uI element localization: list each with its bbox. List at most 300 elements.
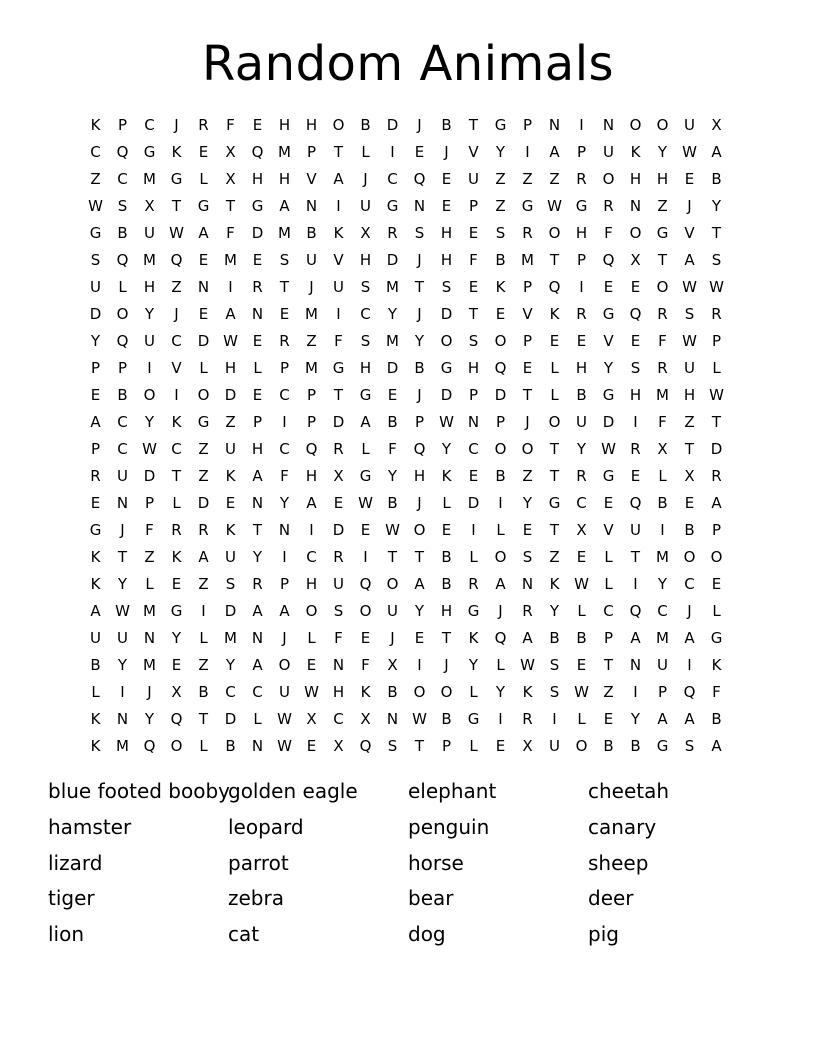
grid-letter[interactable]: K bbox=[360, 683, 371, 701]
grid-letter[interactable]: T bbox=[333, 386, 344, 404]
grid-letter[interactable]: E bbox=[495, 305, 506, 323]
grid-letter[interactable]: U bbox=[576, 413, 587, 431]
grid-letter[interactable]: H bbox=[224, 359, 237, 377]
grid-letter[interactable]: L bbox=[550, 386, 559, 404]
grid-letter[interactable]: C bbox=[144, 116, 155, 134]
grid-letter[interactable]: R bbox=[711, 467, 722, 485]
grid-letter[interactable]: F bbox=[334, 629, 343, 647]
grid-letter[interactable]: C bbox=[576, 494, 587, 512]
grid-letter[interactable]: E bbox=[333, 494, 344, 512]
grid-letter[interactable]: T bbox=[252, 521, 263, 539]
grid-letter[interactable]: K bbox=[90, 548, 101, 566]
grid-letter[interactable]: K bbox=[495, 278, 506, 296]
grid-letter[interactable]: E bbox=[387, 386, 398, 404]
grid-letter[interactable]: C bbox=[252, 683, 263, 701]
grid-letter[interactable]: G bbox=[170, 170, 183, 188]
grid-letter[interactable]: W bbox=[682, 278, 697, 296]
grid-letter[interactable]: E bbox=[90, 386, 101, 404]
grid-letter[interactable]: H bbox=[440, 251, 453, 269]
grid-letter[interactable]: T bbox=[630, 548, 641, 566]
grid-letter[interactable]: O bbox=[629, 116, 642, 134]
grid-letter[interactable]: X bbox=[144, 197, 155, 215]
grid-letter[interactable]: N bbox=[116, 494, 129, 512]
grid-letter[interactable]: M bbox=[143, 170, 156, 188]
grid-letter[interactable]: Q bbox=[116, 143, 129, 161]
grid-letter[interactable]: F bbox=[361, 656, 370, 674]
grid-letter[interactable]: O bbox=[305, 602, 318, 620]
grid-letter[interactable]: Q bbox=[413, 440, 426, 458]
grid-letter[interactable]: Z bbox=[171, 278, 182, 296]
grid-letter[interactable]: M bbox=[116, 737, 129, 755]
grid-letter[interactable]: P bbox=[522, 116, 533, 134]
grid-letter[interactable]: Q bbox=[413, 170, 426, 188]
grid-letter[interactable]: Q bbox=[170, 251, 183, 269]
grid-letter[interactable]: E bbox=[306, 737, 317, 755]
grid-letter[interactable]: X bbox=[360, 710, 371, 728]
grid-letter[interactable]: B bbox=[225, 737, 236, 755]
grid-letter[interactable]: A bbox=[549, 143, 560, 161]
grid-letter[interactable]: P bbox=[90, 440, 101, 458]
grid-letter[interactable]: M bbox=[305, 305, 318, 323]
grid-letter[interactable]: Z bbox=[522, 170, 533, 188]
grid-letter[interactable]: I bbox=[336, 305, 341, 323]
grid-letter[interactable]: R bbox=[576, 170, 587, 188]
grid-letter[interactable]: D bbox=[386, 116, 399, 134]
grid-letter[interactable]: I bbox=[579, 278, 584, 296]
grid-letter[interactable]: S bbox=[360, 332, 371, 350]
grid-letter[interactable]: J bbox=[390, 629, 395, 647]
grid-letter[interactable]: V bbox=[306, 170, 317, 188]
grid-letter[interactable]: S bbox=[630, 359, 641, 377]
grid-letter[interactable]: U bbox=[387, 602, 398, 620]
grid-letter[interactable]: A bbox=[711, 494, 722, 512]
grid-letter[interactable]: I bbox=[417, 656, 422, 674]
grid-letter[interactable]: C bbox=[657, 602, 668, 620]
grid-letter[interactable]: X bbox=[630, 251, 641, 269]
grid-letter[interactable]: X bbox=[333, 737, 344, 755]
grid-letter[interactable]: A bbox=[684, 629, 695, 647]
grid-letter[interactable]: I bbox=[660, 521, 665, 539]
grid-letter[interactable]: M bbox=[143, 656, 156, 674]
grid-letter[interactable]: D bbox=[197, 332, 210, 350]
grid-letter[interactable]: L bbox=[199, 737, 208, 755]
grid-letter[interactable]: B bbox=[117, 386, 128, 404]
grid-letter[interactable]: M bbox=[656, 386, 669, 404]
grid-letter[interactable]: S bbox=[495, 224, 506, 242]
grid-letter[interactable]: H bbox=[467, 359, 480, 377]
grid-letter[interactable]: W bbox=[277, 710, 292, 728]
grid-letter[interactable]: W bbox=[277, 737, 292, 755]
grid-letter[interactable]: N bbox=[143, 629, 156, 647]
grid-letter[interactable]: R bbox=[630, 440, 641, 458]
grid-letter[interactable]: S bbox=[387, 737, 398, 755]
grid-letter[interactable]: I bbox=[471, 521, 476, 539]
grid-letter[interactable]: G bbox=[359, 467, 372, 485]
grid-letter[interactable]: O bbox=[359, 602, 372, 620]
grid-letter[interactable]: T bbox=[225, 197, 236, 215]
grid-letter[interactable]: A bbox=[198, 224, 209, 242]
grid-letter[interactable]: F bbox=[658, 332, 667, 350]
grid-letter[interactable]: Q bbox=[143, 737, 156, 755]
grid-letter[interactable]: W bbox=[601, 440, 616, 458]
grid-letter[interactable]: W bbox=[169, 224, 184, 242]
grid-letter[interactable]: W bbox=[412, 710, 427, 728]
grid-letter[interactable]: C bbox=[333, 710, 344, 728]
grid-letter[interactable]: X bbox=[360, 224, 371, 242]
grid-letter[interactable]: T bbox=[549, 467, 560, 485]
grid-letter[interactable]: G bbox=[197, 197, 210, 215]
grid-letter[interactable]: K bbox=[333, 224, 344, 242]
grid-letter[interactable]: Q bbox=[548, 278, 561, 296]
grid-letter[interactable]: Y bbox=[711, 197, 722, 215]
grid-letter[interactable]: E bbox=[468, 224, 479, 242]
grid-letter[interactable]: R bbox=[522, 602, 533, 620]
grid-letter[interactable]: Z bbox=[522, 467, 533, 485]
grid-letter[interactable]: L bbox=[604, 548, 613, 566]
grid-letter[interactable]: S bbox=[684, 305, 695, 323]
grid-letter[interactable]: O bbox=[494, 440, 507, 458]
grid-letter[interactable]: B bbox=[495, 467, 506, 485]
grid-letter[interactable]: V bbox=[171, 359, 182, 377]
grid-letter[interactable]: L bbox=[361, 143, 370, 161]
grid-letter[interactable]: B bbox=[441, 548, 452, 566]
grid-letter[interactable]: O bbox=[170, 737, 183, 755]
grid-letter[interactable]: T bbox=[171, 197, 182, 215]
grid-letter[interactable]: T bbox=[414, 278, 425, 296]
grid-letter[interactable]: N bbox=[251, 494, 264, 512]
grid-letter[interactable]: Z bbox=[549, 548, 560, 566]
grid-letter[interactable]: U bbox=[360, 197, 371, 215]
grid-letter[interactable]: K bbox=[171, 143, 182, 161]
grid-letter[interactable]: Q bbox=[116, 251, 129, 269]
grid-letter[interactable]: D bbox=[224, 386, 237, 404]
grid-letter[interactable]: G bbox=[656, 224, 669, 242]
grid-letter[interactable]: Q bbox=[629, 494, 642, 512]
grid-letter[interactable]: Z bbox=[225, 413, 236, 431]
grid-letter[interactable]: Y bbox=[657, 575, 668, 593]
grid-letter[interactable]: K bbox=[90, 710, 101, 728]
grid-letter[interactable]: F bbox=[712, 683, 721, 701]
grid-letter[interactable]: L bbox=[199, 359, 208, 377]
grid-letter[interactable]: I bbox=[282, 413, 287, 431]
grid-letter[interactable]: N bbox=[251, 737, 264, 755]
grid-letter[interactable]: R bbox=[252, 575, 263, 593]
grid-letter[interactable]: Y bbox=[171, 629, 182, 647]
grid-letter[interactable]: I bbox=[390, 143, 395, 161]
grid-letter[interactable]: E bbox=[441, 521, 452, 539]
grid-letter[interactable]: Y bbox=[144, 710, 155, 728]
grid-letter[interactable]: C bbox=[468, 440, 479, 458]
grid-letter[interactable]: R bbox=[603, 197, 614, 215]
grid-letter[interactable]: L bbox=[307, 629, 316, 647]
grid-letter[interactable]: J bbox=[417, 305, 422, 323]
grid-letter[interactable]: T bbox=[549, 521, 560, 539]
grid-letter[interactable]: R bbox=[576, 467, 587, 485]
grid-letter[interactable]: P bbox=[495, 413, 506, 431]
grid-letter[interactable]: G bbox=[602, 305, 615, 323]
grid-letter[interactable]: T bbox=[468, 305, 479, 323]
grid-letter[interactable]: P bbox=[306, 386, 317, 404]
grid-letter[interactable]: D bbox=[251, 224, 264, 242]
grid-letter[interactable]: U bbox=[333, 575, 344, 593]
grid-letter[interactable]: J bbox=[363, 170, 368, 188]
grid-letter[interactable]: O bbox=[494, 548, 507, 566]
grid-letter[interactable]: E bbox=[171, 575, 182, 593]
grid-letter[interactable]: U bbox=[225, 548, 236, 566]
grid-letter[interactable]: L bbox=[496, 521, 505, 539]
grid-letter[interactable]: L bbox=[172, 494, 181, 512]
grid-letter[interactable]: U bbox=[144, 224, 155, 242]
grid-letter[interactable]: Z bbox=[198, 575, 209, 593]
grid-letter[interactable]: H bbox=[359, 251, 372, 269]
grid-letter[interactable]: B bbox=[441, 116, 452, 134]
grid-letter[interactable]: K bbox=[549, 575, 560, 593]
grid-letter[interactable]: E bbox=[711, 575, 722, 593]
grid-letter[interactable]: C bbox=[225, 683, 236, 701]
grid-letter[interactable]: B bbox=[684, 521, 695, 539]
grid-letter[interactable]: Y bbox=[117, 656, 128, 674]
grid-letter[interactable]: X bbox=[576, 521, 587, 539]
grid-letter[interactable]: E bbox=[630, 467, 641, 485]
grid-letter[interactable]: P bbox=[711, 521, 722, 539]
grid-letter[interactable]: O bbox=[413, 683, 426, 701]
grid-letter[interactable]: W bbox=[88, 197, 103, 215]
grid-letter[interactable]: M bbox=[521, 251, 534, 269]
grid-letter[interactable]: B bbox=[414, 359, 425, 377]
grid-letter[interactable]: J bbox=[444, 143, 449, 161]
grid-letter[interactable]: T bbox=[603, 656, 614, 674]
grid-letter[interactable]: U bbox=[117, 629, 128, 647]
grid-letter[interactable]: W bbox=[574, 683, 589, 701]
grid-letter[interactable]: L bbox=[577, 602, 586, 620]
grid-letter[interactable]: C bbox=[117, 413, 128, 431]
grid-letter[interactable]: U bbox=[468, 170, 479, 188]
grid-letter[interactable]: D bbox=[224, 602, 237, 620]
grid-letter[interactable]: G bbox=[494, 116, 507, 134]
grid-letter[interactable]: O bbox=[197, 386, 210, 404]
grid-letter[interactable]: K bbox=[90, 575, 101, 593]
grid-letter[interactable]: A bbox=[333, 170, 344, 188]
grid-letter[interactable]: N bbox=[386, 710, 399, 728]
grid-letter[interactable]: O bbox=[494, 332, 507, 350]
grid-letter[interactable]: S bbox=[522, 548, 533, 566]
grid-letter[interactable]: Y bbox=[603, 359, 614, 377]
grid-letter[interactable]: Y bbox=[414, 332, 425, 350]
grid-letter[interactable]: Z bbox=[549, 170, 560, 188]
grid-letter[interactable]: B bbox=[90, 656, 101, 674]
grid-letter[interactable]: D bbox=[602, 413, 615, 431]
grid-letter[interactable]: D bbox=[386, 359, 399, 377]
grid-letter[interactable]: T bbox=[414, 548, 425, 566]
grid-letter[interactable]: B bbox=[576, 629, 587, 647]
grid-letter[interactable]: S bbox=[333, 602, 344, 620]
grid-letter[interactable]: Z bbox=[603, 683, 614, 701]
grid-letter[interactable]: S bbox=[90, 251, 101, 269]
grid-letter[interactable]: Q bbox=[602, 251, 615, 269]
grid-letter[interactable]: S bbox=[279, 251, 290, 269]
grid-letter[interactable]: R bbox=[90, 467, 101, 485]
grid-letter[interactable]: J bbox=[309, 278, 314, 296]
grid-letter[interactable]: Y bbox=[495, 683, 506, 701]
grid-letter[interactable]: P bbox=[711, 332, 722, 350]
grid-letter[interactable]: H bbox=[575, 359, 588, 377]
grid-letter[interactable]: E bbox=[441, 170, 452, 188]
grid-letter[interactable]: E bbox=[198, 305, 209, 323]
grid-letter[interactable]: E bbox=[549, 332, 560, 350]
grid-letter[interactable]: G bbox=[710, 629, 723, 647]
grid-letter[interactable]: B bbox=[387, 494, 398, 512]
grid-letter[interactable]: Y bbox=[144, 305, 155, 323]
grid-letter[interactable]: P bbox=[603, 629, 614, 647]
grid-letter[interactable]: L bbox=[712, 602, 721, 620]
grid-letter[interactable]: I bbox=[363, 548, 368, 566]
grid-letter[interactable]: A bbox=[279, 197, 290, 215]
grid-letter[interactable]: V bbox=[468, 143, 479, 161]
grid-letter[interactable]: W bbox=[142, 440, 157, 458]
grid-letter[interactable]: V bbox=[603, 332, 614, 350]
grid-letter[interactable]: Z bbox=[657, 197, 668, 215]
grid-letter[interactable]: C bbox=[603, 602, 614, 620]
grid-letter[interactable]: Z bbox=[198, 467, 209, 485]
grid-letter[interactable]: Y bbox=[630, 710, 641, 728]
grid-letter[interactable]: U bbox=[225, 440, 236, 458]
grid-letter[interactable]: O bbox=[656, 278, 669, 296]
grid-letter[interactable]: T bbox=[414, 737, 425, 755]
grid-letter[interactable]: E bbox=[252, 251, 263, 269]
grid-letter[interactable]: P bbox=[117, 359, 128, 377]
grid-letter[interactable]: T bbox=[549, 251, 560, 269]
grid-letter[interactable]: P bbox=[576, 143, 587, 161]
grid-letter[interactable]: M bbox=[278, 224, 291, 242]
grid-letter[interactable]: Y bbox=[279, 494, 290, 512]
grid-letter[interactable]: Z bbox=[198, 656, 209, 674]
grid-letter[interactable]: W bbox=[709, 278, 724, 296]
grid-letter[interactable]: F bbox=[604, 224, 613, 242]
grid-letter[interactable]: C bbox=[684, 575, 695, 593]
grid-letter[interactable]: E bbox=[90, 494, 101, 512]
grid-letter[interactable]: D bbox=[467, 494, 480, 512]
grid-letter[interactable]: O bbox=[386, 575, 399, 593]
grid-letter[interactable]: T bbox=[279, 278, 290, 296]
grid-letter[interactable]: B bbox=[603, 737, 614, 755]
grid-letter[interactable]: F bbox=[469, 251, 478, 269]
grid-letter[interactable]: P bbox=[468, 386, 479, 404]
grid-letter[interactable]: G bbox=[170, 602, 183, 620]
grid-letter[interactable]: E bbox=[198, 143, 209, 161]
grid-letter[interactable]: E bbox=[279, 305, 290, 323]
grid-letter[interactable]: L bbox=[469, 548, 478, 566]
grid-letter[interactable]: P bbox=[279, 359, 290, 377]
grid-letter[interactable]: B bbox=[387, 413, 398, 431]
grid-letter[interactable]: P bbox=[522, 278, 533, 296]
grid-letter[interactable]: A bbox=[90, 602, 101, 620]
grid-letter[interactable]: V bbox=[684, 224, 695, 242]
grid-letter[interactable]: H bbox=[251, 440, 264, 458]
grid-letter[interactable]: K bbox=[630, 143, 641, 161]
grid-letter[interactable]: Y bbox=[144, 413, 155, 431]
grid-letter[interactable]: J bbox=[687, 602, 692, 620]
grid-letter[interactable]: G bbox=[359, 386, 372, 404]
grid-letter[interactable]: U bbox=[279, 683, 290, 701]
grid-letter[interactable]: K bbox=[549, 305, 560, 323]
grid-letter[interactable]: T bbox=[657, 251, 668, 269]
grid-letter[interactable]: A bbox=[252, 467, 263, 485]
grid-letter[interactable]: J bbox=[417, 251, 422, 269]
grid-letter[interactable]: R bbox=[522, 224, 533, 242]
grid-letter[interactable]: D bbox=[197, 494, 210, 512]
grid-letter[interactable]: F bbox=[226, 224, 235, 242]
grid-letter[interactable]: D bbox=[386, 251, 399, 269]
grid-letter[interactable]: J bbox=[282, 629, 287, 647]
grid-letter[interactable]: Y bbox=[441, 440, 452, 458]
grid-letter[interactable]: H bbox=[413, 467, 426, 485]
grid-letter[interactable]: L bbox=[469, 683, 478, 701]
grid-letter[interactable]: H bbox=[251, 170, 264, 188]
grid-letter[interactable]: H bbox=[305, 575, 318, 593]
grid-letter[interactable]: E bbox=[630, 332, 641, 350]
grid-letter[interactable]: N bbox=[602, 116, 615, 134]
grid-letter[interactable]: L bbox=[118, 278, 127, 296]
grid-letter[interactable]: G bbox=[143, 143, 156, 161]
grid-letter[interactable]: K bbox=[90, 737, 101, 755]
grid-letter[interactable]: H bbox=[305, 467, 318, 485]
grid-letter[interactable]: W bbox=[439, 413, 454, 431]
grid-letter[interactable]: E bbox=[522, 521, 533, 539]
grid-letter[interactable]: Z bbox=[495, 170, 506, 188]
grid-letter[interactable]: Y bbox=[495, 143, 506, 161]
grid-letter[interactable]: E bbox=[468, 467, 479, 485]
grid-letter[interactable]: P bbox=[306, 143, 317, 161]
grid-letter[interactable]: P bbox=[90, 359, 101, 377]
grid-letter[interactable]: E bbox=[360, 521, 371, 539]
grid-letter[interactable]: A bbox=[414, 575, 425, 593]
grid-letter[interactable]: H bbox=[332, 683, 345, 701]
grid-letter[interactable]: C bbox=[171, 332, 182, 350]
grid-letter[interactable]: Q bbox=[494, 359, 507, 377]
grid-letter[interactable]: R bbox=[711, 305, 722, 323]
grid-letter[interactable]: A bbox=[657, 710, 668, 728]
grid-letter[interactable]: S bbox=[117, 197, 128, 215]
grid-letter[interactable]: P bbox=[414, 413, 425, 431]
grid-letter[interactable]: L bbox=[496, 656, 505, 674]
grid-letter[interactable]: O bbox=[575, 737, 588, 755]
grid-letter[interactable]: T bbox=[333, 143, 344, 161]
grid-letter[interactable]: A bbox=[711, 737, 722, 755]
grid-letter[interactable]: U bbox=[117, 467, 128, 485]
grid-letter[interactable]: M bbox=[224, 251, 237, 269]
grid-letter[interactable]: A bbox=[225, 305, 236, 323]
grid-letter[interactable]: G bbox=[332, 359, 345, 377]
grid-letter[interactable]: Y bbox=[522, 494, 533, 512]
grid-letter[interactable]: B bbox=[360, 116, 371, 134]
grid-letter[interactable]: B bbox=[306, 224, 317, 242]
grid-letter[interactable]: S bbox=[711, 251, 722, 269]
grid-letter[interactable]: I bbox=[552, 710, 557, 728]
grid-letter[interactable]: N bbox=[548, 116, 561, 134]
grid-letter[interactable]: C bbox=[306, 548, 317, 566]
grid-letter[interactable]: L bbox=[91, 683, 100, 701]
grid-letter[interactable]: W bbox=[547, 197, 562, 215]
grid-letter[interactable]: P bbox=[306, 413, 317, 431]
grid-letter[interactable]: C bbox=[360, 305, 371, 323]
grid-letter[interactable]: E bbox=[576, 332, 587, 350]
grid-letter[interactable]: N bbox=[197, 278, 210, 296]
grid-letter[interactable]: H bbox=[629, 386, 642, 404]
grid-letter[interactable]: E bbox=[576, 656, 587, 674]
grid-letter[interactable]: E bbox=[360, 629, 371, 647]
grid-letter[interactable]: A bbox=[684, 710, 695, 728]
grid-letter[interactable]: R bbox=[576, 305, 587, 323]
